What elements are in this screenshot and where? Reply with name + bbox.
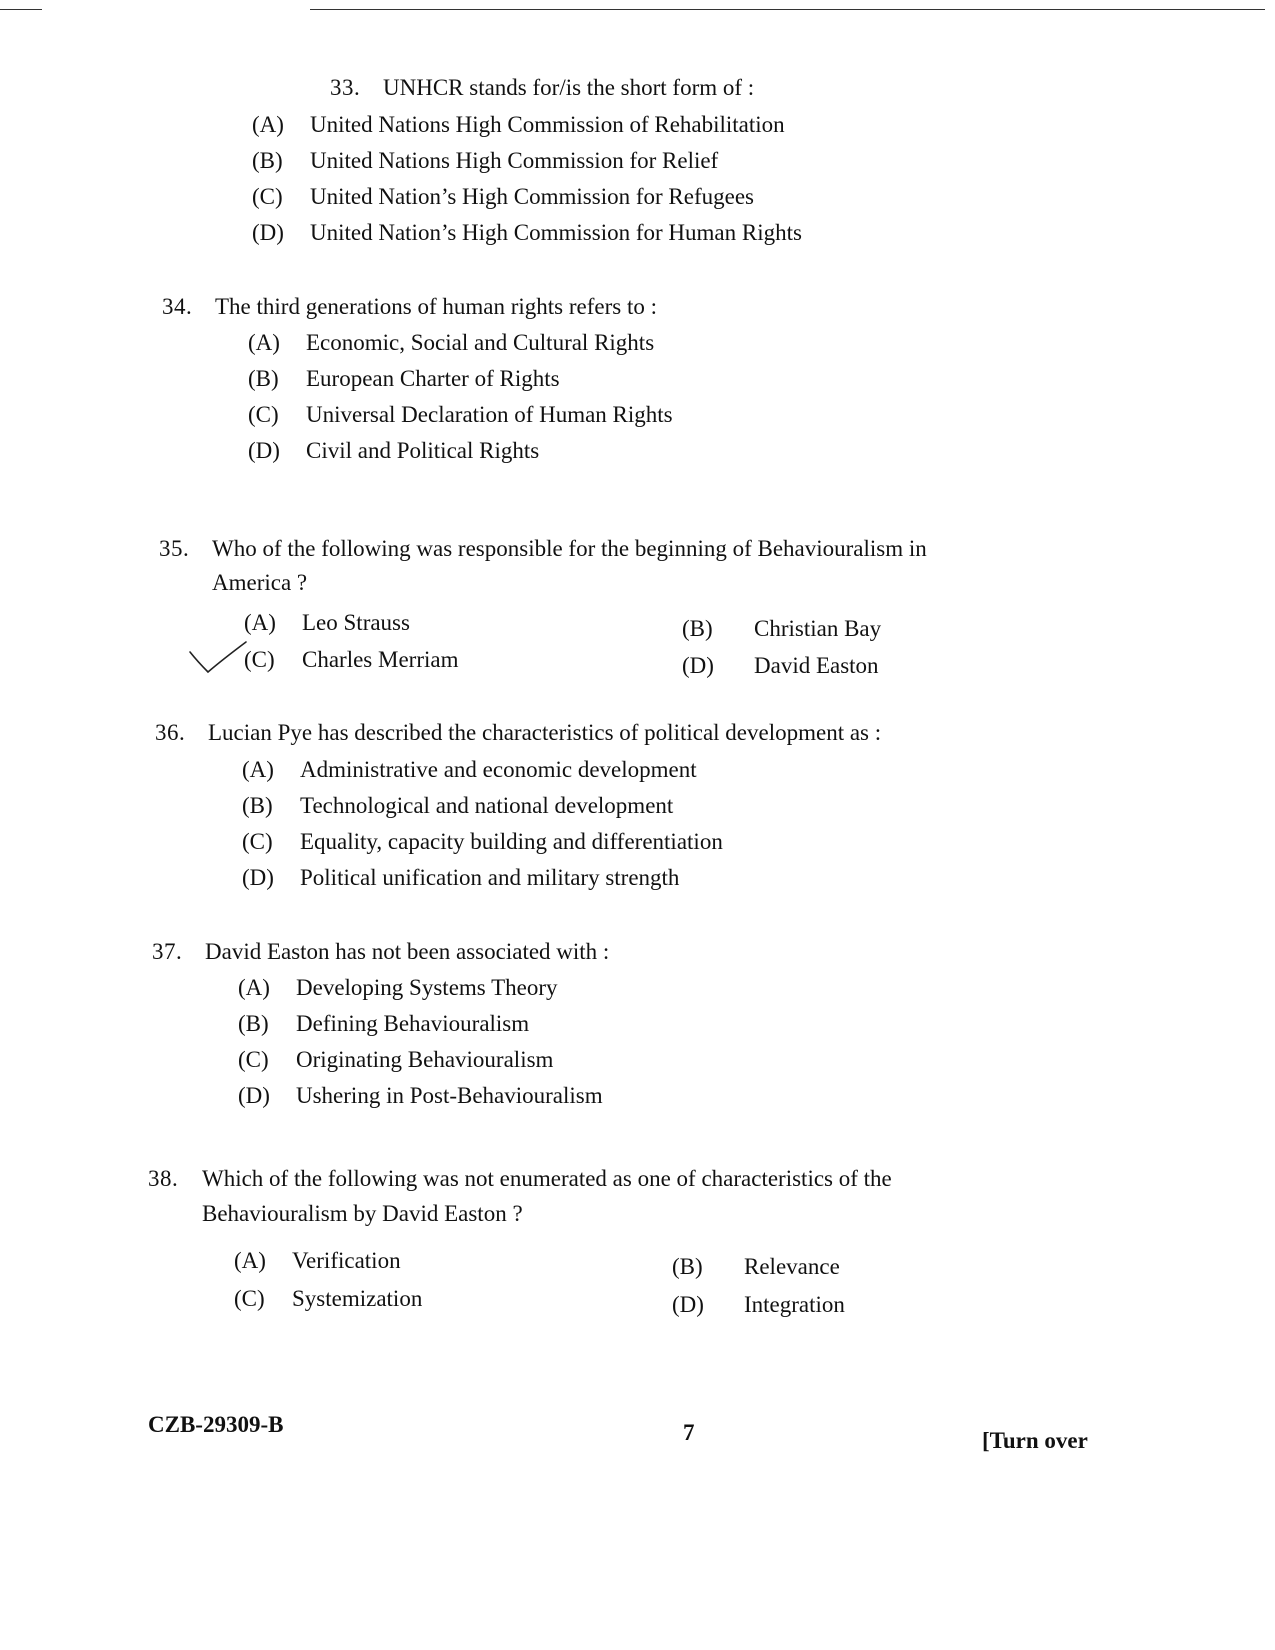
option-label: (D): [248, 438, 280, 463]
option-label: (B): [252, 148, 283, 173]
option-text: Developing Systems Theory: [296, 975, 558, 1000]
option-label: (C): [252, 184, 283, 209]
option-label: (A): [244, 610, 276, 635]
top-rule-right: [310, 9, 1265, 10]
option-text: Economic, Social and Cultural Rights: [306, 330, 655, 355]
question-text-line1: Which of the following was not enumerated as one of characteristics of the: [202, 1166, 892, 1191]
option-text: Civil and Political Rights: [306, 438, 540, 463]
option-text: Charles Merriam: [302, 647, 459, 672]
question-number: 37.: [152, 939, 183, 964]
option-text: Technological and national development: [300, 793, 674, 818]
question-number: 35.: [159, 536, 190, 561]
option-label: (B): [248, 366, 279, 391]
handwritten-tick-mark: [188, 640, 258, 680]
option-text: Christian Bay: [754, 616, 882, 641]
option-text: Equality, capacity building and differentiation: [300, 829, 723, 854]
option-label: (B): [682, 616, 713, 641]
option-text: Ushering in Post-Behaviouralism: [296, 1083, 603, 1108]
question-text: David Easton has not been associated with :: [205, 939, 610, 964]
option-label: (A): [242, 757, 274, 782]
question-text: The third generations of human rights refers to :: [215, 294, 657, 319]
option-label: (A): [248, 330, 280, 355]
option-text: United Nation’s High Commission for Human Rights: [310, 220, 802, 245]
question-text-line1: Who of the following was responsible for the beginning of Behaviouralism in: [212, 536, 927, 561]
option-text: David Easton: [754, 653, 879, 678]
option-label: (A): [234, 1248, 266, 1273]
option-label: (A): [238, 975, 270, 1000]
option-label: (D): [238, 1083, 270, 1108]
option-label: (A): [252, 112, 284, 137]
option-text: Political unification and military strength: [300, 865, 680, 890]
question-text: Lucian Pye has described the characteristics of political development as :: [208, 720, 882, 745]
option-text: Originating Behaviouralism: [296, 1047, 554, 1072]
option-label: (C): [234, 1286, 265, 1311]
question-number: 34.: [162, 294, 193, 319]
option-text: Verification: [292, 1248, 401, 1273]
paper-code: CZB-29309-B: [148, 1412, 284, 1437]
option-text: Leo Strauss: [302, 610, 410, 635]
option-label: (D): [252, 220, 284, 245]
option-label: (C): [248, 402, 279, 427]
option-label: (B): [672, 1254, 703, 1279]
option-label: (B): [242, 793, 273, 818]
top-rule-left: [0, 9, 42, 10]
option-text: United Nation’s High Commission for Refugees: [310, 184, 754, 209]
option-label: (D): [242, 865, 274, 890]
option-label: (D): [682, 653, 714, 678]
question-text-line2: Behaviouralism by David Easton ?: [202, 1201, 523, 1226]
option-text: Administrative and economic development: [300, 757, 697, 782]
question-number: 38.: [148, 1166, 179, 1191]
option-label: (C): [238, 1047, 269, 1072]
option-label: (B): [238, 1011, 269, 1036]
option-text: European Charter of Rights: [306, 366, 560, 391]
turn-over-note: [Turn over: [982, 1428, 1088, 1453]
option-text: United Nations High Commission for Relief: [310, 148, 719, 173]
question-number: 36.: [155, 720, 186, 745]
option-label: (C): [244, 647, 275, 672]
option-label: (D): [672, 1292, 704, 1317]
option-text: Integration: [744, 1292, 845, 1317]
option-text: Relevance: [744, 1254, 840, 1279]
page-number: 7: [683, 1420, 695, 1445]
option-text: United Nations High Commission of Rehabilitation: [310, 112, 785, 137]
option-text: Systemization: [292, 1286, 423, 1311]
option-text: Defining Behaviouralism: [296, 1011, 530, 1036]
option-label: (C): [242, 829, 273, 854]
question-number: 33.: [330, 75, 361, 100]
question-text: UNHCR stands for/is the short form of :: [383, 75, 755, 100]
question-text-line2: America ?: [212, 570, 308, 595]
option-text: Universal Declaration of Human Rights: [306, 402, 673, 427]
